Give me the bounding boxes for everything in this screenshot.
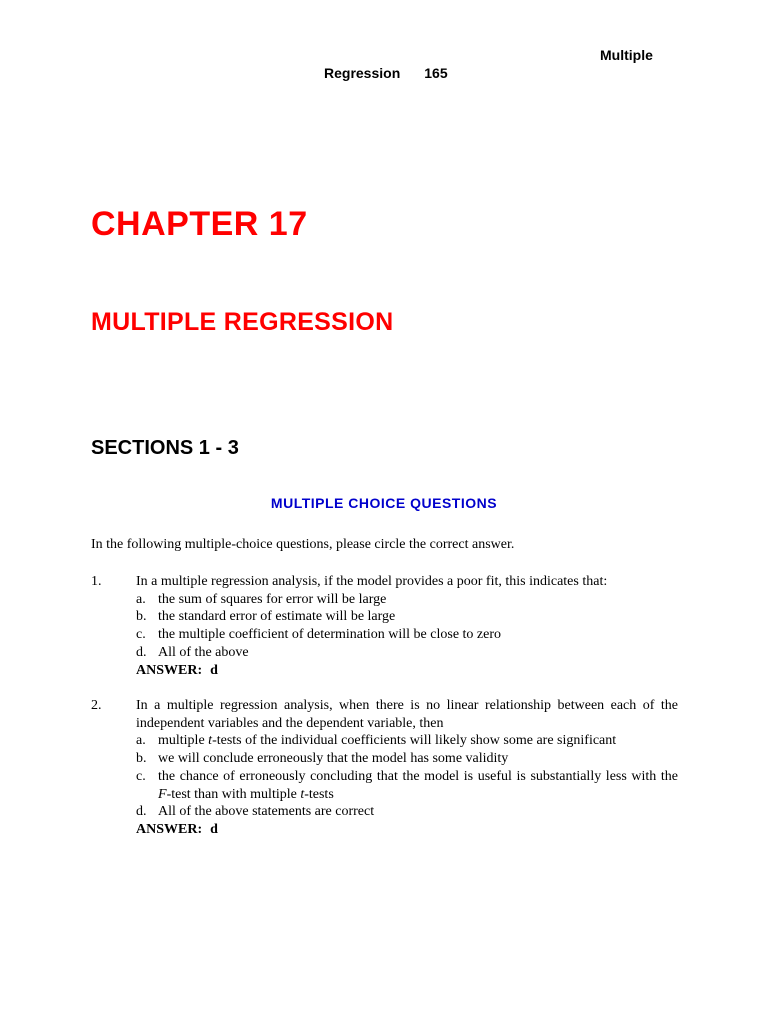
running-header-text: Regression	[324, 65, 401, 81]
option-text: the standard error of estimate will be large	[158, 609, 396, 625]
option-letter: b.	[136, 751, 147, 767]
answer-value: d	[210, 821, 218, 837]
option-d	[136, 803, 678, 821]
question-stem: In a multiple regression analysis, when there is no linear relationship between each of the independent variables and the dependent variable, then	[136, 698, 678, 731]
section-heading: SECTIONS 1 - 3	[91, 437, 239, 459]
chapter-subtitle: MULTIPLE REGRESSION	[91, 308, 394, 336]
running-header-line2	[324, 65, 448, 81]
question-number: 2.	[91, 698, 102, 713]
question-1	[91, 573, 678, 679]
answer-line	[136, 662, 678, 680]
option-letter: d.	[136, 644, 147, 660]
option-text: All of the above	[158, 644, 249, 660]
answer-label: ANSWER:	[136, 662, 203, 678]
option-text: the sum of squares for error will be large	[158, 591, 387, 607]
page-number: 165	[424, 65, 448, 81]
answer-value: d	[210, 662, 218, 678]
option-a	[136, 591, 678, 609]
option-b	[136, 608, 678, 626]
option-text: All of the above statements are correct	[158, 804, 375, 820]
instructions: In the following multiple-choice questions, please circle the correct answer.	[91, 537, 515, 552]
answer-label: ANSWER:	[136, 821, 203, 837]
option-letter: b.	[136, 609, 147, 625]
running-header-line1: Multiple	[600, 47, 653, 63]
option-c	[136, 626, 678, 644]
option-letter: c.	[136, 627, 146, 643]
option-text: we will conclude erroneously that the model has some validity	[158, 751, 509, 767]
chapter-title: CHAPTER 17	[91, 205, 308, 243]
option-text: the multiple coefficient of determination will be close to zero	[158, 627, 502, 643]
answer-line	[136, 821, 678, 839]
option-text: multiple t-tests of the individual coefficients will likely show some are significant	[158, 733, 617, 749]
option-text: the chance of erroneously concluding that the model is useful is substantially less with the F-test than with multiple t-tests	[158, 768, 678, 802]
option-d	[136, 644, 678, 662]
option-c	[136, 768, 678, 803]
option-letter: a.	[136, 591, 146, 607]
option-letter: a.	[136, 733, 146, 749]
question-stem: In a multiple regression analysis, if the model provides a poor fit, this indicates that:	[136, 574, 608, 589]
mcq-heading: MULTIPLE CHOICE QUESTIONS	[270, 495, 498, 511]
question-number: 1.	[91, 574, 102, 589]
option-b	[136, 750, 678, 768]
option-letter: c.	[136, 768, 146, 784]
question-2	[91, 697, 678, 839]
option-a	[136, 732, 678, 750]
option-letter: d.	[136, 804, 147, 820]
